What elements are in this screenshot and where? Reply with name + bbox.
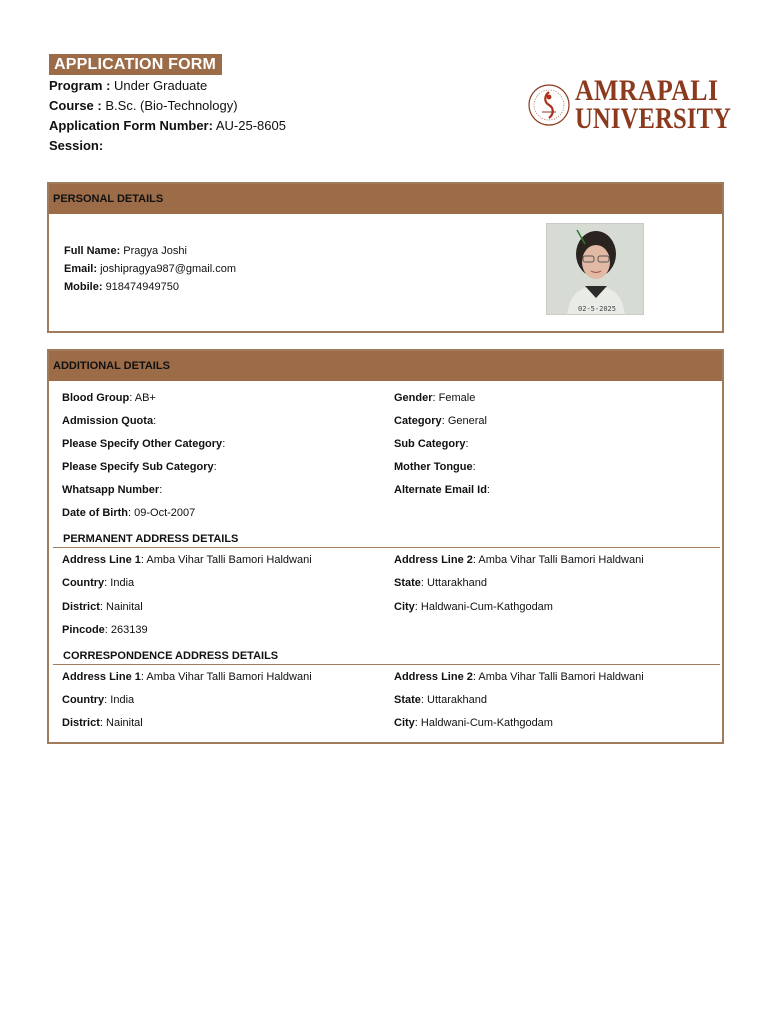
field-label: District (62, 601, 100, 613)
field-value: Uttarakhand (427, 577, 487, 589)
field-correspondence-country: Country: India (62, 694, 135, 706)
field-label: Blood Group (62, 392, 130, 404)
full-name-value: Pragya Joshi (123, 245, 187, 257)
field-specify-sub-category: Please Specify Sub Category: (62, 461, 217, 473)
form-number-label: Application Form Number: (49, 118, 213, 133)
field-admission-quota: Admission Quota: (62, 415, 157, 427)
field-mother-tongue: Mother Tongue: (394, 461, 476, 473)
form-title: APPLICATION FORM (49, 54, 222, 75)
field-sub-category: Sub Category: (394, 438, 469, 450)
field-label: Category (394, 415, 442, 427)
field-value: India (110, 577, 135, 589)
field-gender: Gender: Female (394, 392, 476, 404)
field-whatsapp-number: Whatsapp Number: (62, 484, 163, 496)
field-correspondence-city: City: Haldwani-Cum-Kathgodam (394, 717, 553, 729)
logo-wordmark (575, 74, 765, 135)
field-correspondence-district: District: Nainital (62, 717, 143, 729)
field-correspondence-state: State: Uttarakhand (394, 694, 487, 706)
applicant-photo (546, 223, 644, 315)
field-label: Address Line 1 (62, 554, 141, 566)
field-label: Address Line 2 (394, 671, 473, 683)
field-label: State (394, 577, 421, 589)
field-label: Please Specify Other Category (62, 438, 223, 450)
field-value: Amba Vihar Talli Bamori Haldwani (478, 554, 644, 566)
program-label: Program : (49, 78, 111, 93)
logo-line-2: UNIVERSITY (575, 102, 732, 135)
permanent-address-divider (53, 547, 720, 548)
field-label: City (394, 717, 415, 729)
field-value: Haldwani-Cum-Kathgodam (420, 601, 553, 613)
field-label: Address Line 2 (394, 554, 473, 566)
field-label: Gender (394, 392, 433, 404)
field-date-of-birth: Date of Birth: 09-Oct-2007 (62, 507, 196, 519)
field-value: Uttarakhand (427, 694, 487, 706)
field-value: General (447, 415, 487, 427)
field-label: State (394, 694, 421, 706)
full-name-label: Full Name: (64, 245, 121, 257)
university-seal-icon (527, 78, 571, 132)
logo-line-1: AMRAPALI (575, 74, 719, 107)
field-value: 09-Oct-2007 (134, 507, 196, 519)
field-value: India (110, 694, 135, 706)
course-value: B.Sc. (Bio-Technology) (105, 98, 238, 113)
form-number-value: AU-25-8605 (215, 118, 286, 133)
program-value: Under Graduate (114, 78, 208, 93)
field-other-category: Please Specify Other Category: (62, 438, 226, 450)
field-label: Address Line 1 (62, 671, 141, 683)
field-permanent-state: State: Uttarakhand (394, 577, 487, 589)
email-label: Email: (64, 263, 98, 275)
field-permanent-district: District: Nainital (62, 601, 143, 613)
correspondence-address-divider (53, 664, 720, 665)
field-label: Date of Birth (62, 507, 128, 519)
permanent-address-heading: PERMANENT ADDRESS DETAILS (63, 533, 239, 545)
personal-details-body (49, 214, 722, 313)
field-value: Amba Vihar Talli Bamori Haldwani (478, 671, 644, 683)
field-label: City (394, 601, 415, 613)
field-value: Amba Vihar Talli Bamori Haldwani (146, 671, 312, 683)
field-permanent-address-line-1: Address Line 1: Amba Vihar Talli Bamori Haldwani (62, 554, 312, 566)
email-value: joshipragya987@gmail.com (100, 263, 236, 275)
applicant-portrait-icon (547, 224, 644, 315)
field-value: Haldwani-Cum-Kathgodam (420, 717, 553, 729)
mobile-value: 918474949750 (105, 281, 179, 293)
field-permanent-pincode: Pincode: 263139 (62, 624, 148, 636)
additional-details-section (47, 349, 724, 744)
field-value: Nainital (106, 717, 143, 729)
field-label: Alternate Email Id (394, 484, 487, 496)
field-blood-group: Blood Group: AB+ (62, 392, 156, 404)
field-label: Sub Category (394, 438, 466, 450)
university-logo (527, 74, 732, 135)
field-value: Amba Vihar Talli Bamori Haldwani (146, 554, 312, 566)
mobile-label: Mobile: (64, 281, 103, 293)
field-label: Pincode (62, 624, 105, 636)
field-label: Country (62, 577, 105, 589)
personal-details-section (47, 182, 724, 333)
session-line (49, 136, 729, 156)
field-correspondence-address-line-2: Address Line 2: Amba Vihar Talli Bamori Haldwani (394, 671, 644, 683)
field-label: Country (62, 694, 105, 706)
field-permanent-city: City: Haldwani-Cum-Kathgodam (394, 601, 553, 613)
field-value: 263139 (110, 624, 148, 636)
field-correspondence-address-line-1: Address Line 1: Amba Vihar Talli Bamori Haldwani (62, 671, 312, 683)
photo-date-stamp: 02-5-2025 (578, 305, 616, 313)
field-label: Please Specify Sub Category (62, 461, 214, 473)
additional-details-heading: ADDITIONAL DETAILS (49, 351, 722, 381)
course-label: Course : (49, 98, 102, 113)
field-value: Female (438, 392, 476, 404)
field-value: AB+ (134, 392, 156, 404)
field-permanent-address-line-2: Address Line 2: Amba Vihar Talli Bamori Haldwani (394, 554, 644, 566)
form-header (49, 54, 732, 164)
field-label: Mother Tongue (394, 461, 473, 473)
field-label: Admission Quota (62, 415, 154, 427)
field-permanent-country: Country: India (62, 577, 135, 589)
field-alternate-email: Alternate Email Id: (394, 484, 490, 496)
field-value: Nainital (106, 601, 143, 613)
session-label: Session: (49, 138, 104, 153)
field-category: Category: General (394, 415, 487, 427)
field-label: District (62, 717, 100, 729)
field-label: Whatsapp Number (62, 484, 160, 496)
personal-details-heading: PERSONAL DETAILS (49, 184, 722, 214)
correspondence-address-heading: CORRESPONDENCE ADDRESS DETAILS (63, 650, 279, 662)
